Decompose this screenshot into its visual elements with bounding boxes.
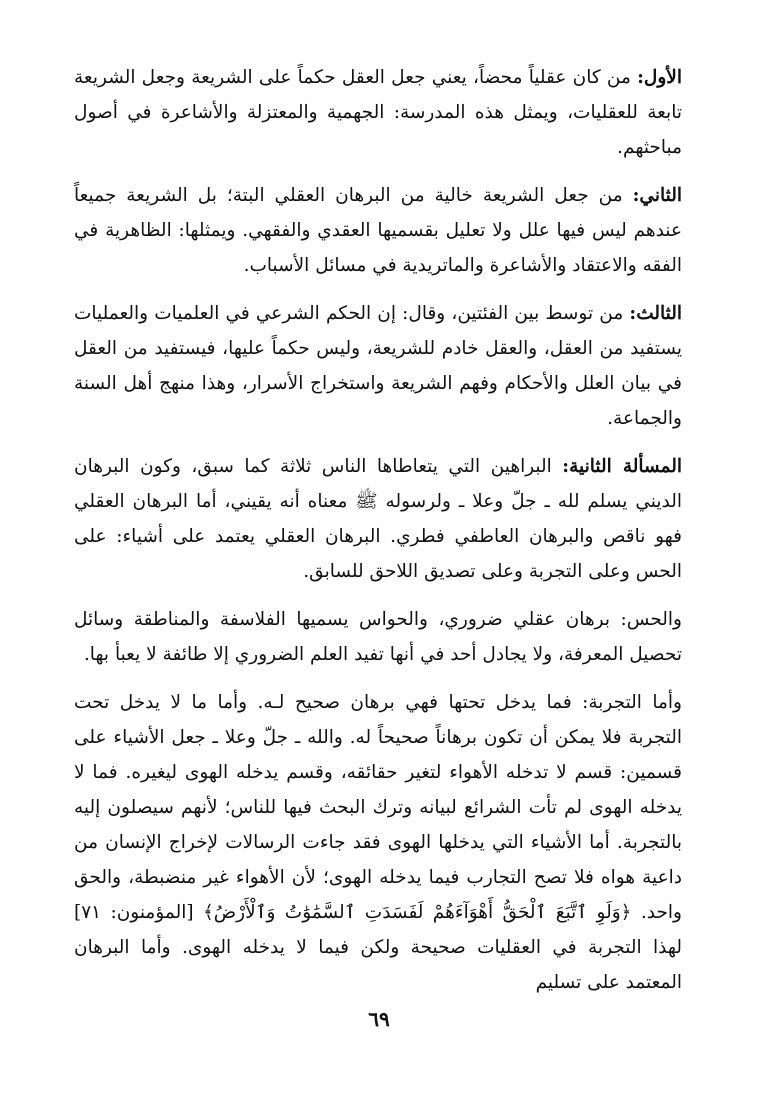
paragraph-text: من توسط بين الفئتين، وقال: إن الحكم الشرعي في العلميات والعمليات يستفيد من العقل، والعقل خادم للشريعة، وليس حكماً عليها، فيستفيد من العقل في بيان العلل والأحكام وفهم الشريعة واستخراج الأسرار، وهذا منهج أهل السنة والجماعة. [74, 303, 682, 429]
body-text [74, 60, 682, 1000]
paragraph-text: البراهين التي يتعاطاها الناس ثلاثة كما سبق، وكون البرهان الديني يسلم لله ـ جلّ وعلا ـ ولرسوله ﷺ معناه أنه يقيني، أما البرهان العقلي فهو ناقص والبرهان العاطفي فطري. البرهان العقلي يعتمد على أشياء: على الحس وعلى التجربة وعلى تصديق اللاحق للسابق. [74, 456, 682, 582]
paragraph-third-group [74, 296, 682, 436]
paragraph-text: والحس: برهان عقلي ضروري، والحواس يسميها الفلاسفة والمناطقة وسائل تحصيل المعرفة، ولا يجادل أحد في أنها تفيد العلم الضروري إلا طائفة لا يعبأ بها. [74, 609, 682, 665]
paragraph-text: وأما التجربة: فما يدخل تحتها فهي برهان صحيح لـه. وأما ما لا يدخل تحت التجربة فلا يمكن أن تكون برهاناً صحيحاً له. والله ـ جلّ وعلا ـ جعل الأشياء على قسمين: قسم لا تدخله الأهواء لتغير حقائقه، وقسم يدخله الهوى ليغيره. فما لا يدخله الهوى لم تأت الشرائع لبيانه وترك البحث فيها للناس؛ لأنهم سيصلون إليه بالتجربة. أما الأشياء التي يدخلها الهوى فقد جاءت الرسالات لإخراج الإنسان من داعية هواه فلا تصح التجارب فيما يدخله الهوى؛ لأن الأهواء غير منضبطة، والحق واحد. ﴿وَلَوِ ٱتَّبَعَ ٱلْحَقُّ أَهْوَآءَهُمْ لَفَسَدَتِ ٱلسَّمَٰوَٰتُ وَٱلْأَرْضُ﴾ [المؤمنون: ٧١] لهذا التجربة في العقليات صحيحة ولكن فيما لا يدخله الهوى. وأما البرهان المعتمد على تسليم [74, 692, 683, 993]
paragraph-second-group [74, 178, 682, 283]
paragraph-heading: الثاني: [632, 185, 682, 206]
paragraph-text: من كان عقلياً محضاً، يعني جعل العقل حكماً على الشريعة وجعل الشريعة تابعة للعقليات، ويمثل هذه المدرسة: الجهمية والمعتزلة والأشاعرة في أصول مباحثهم. [74, 67, 682, 158]
paragraph-experiment [74, 685, 682, 1000]
paragraph-heading: المسألة الثانية: [562, 456, 682, 477]
paragraph-senses [74, 602, 682, 672]
paragraph-text: من جعل الشريعة خالية من البرهان العقلي البتة؛ بل الشريعة جميعاً عندهم ليس فيها علل ولا تعليل بقسميها العقدي والفقهي. ويمثلها: الظاهرية في الفقه والاعتقاد والأشاعرة والماتريدية في مسائل الأسباب. [74, 185, 682, 276]
page-number: ٦٩ [368, 1007, 390, 1031]
paragraph-first-group [74, 60, 682, 165]
paragraph-heading: الثالث: [629, 303, 682, 324]
paragraph-second-issue [74, 449, 682, 589]
paragraph-heading: الأول: [637, 67, 682, 88]
